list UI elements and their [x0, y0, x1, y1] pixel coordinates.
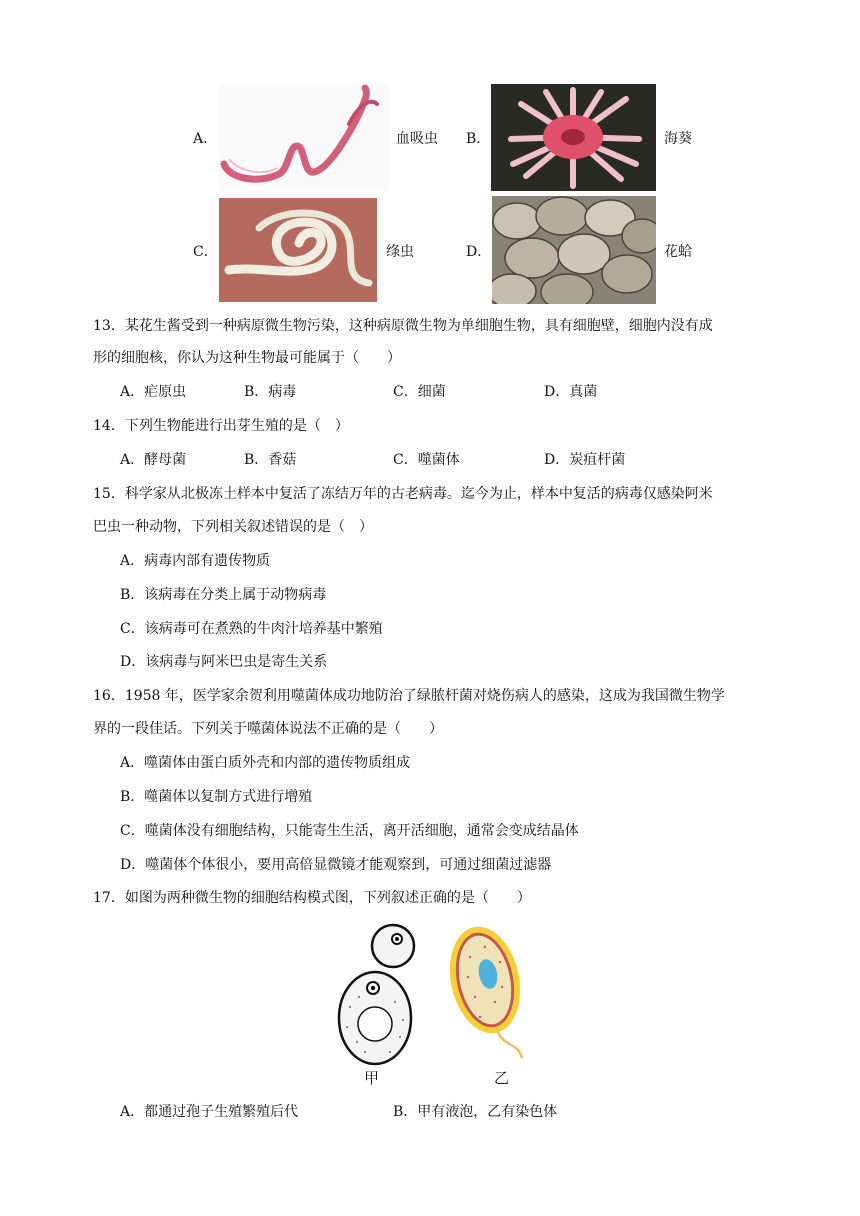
question-16-option-b: B．噬菌体以复制方式进行增殖	[120, 789, 313, 805]
question-15-option-c: C．该病毒可在煮熟的牛肉汁培养基中繁殖	[120, 621, 383, 637]
question-14-option-d: D．炭疽杆菌	[544, 452, 626, 468]
question-13-stem-line1: 13．某花生酱受到一种病原微生物污染，这种病原微生物为单细胞生物，具有细胞壁，细胞内没有成	[93, 318, 713, 334]
question-15-option-b: B．该病毒在分类上属于动物病毒	[120, 587, 327, 603]
question-14-option-c: C．噬菌体	[393, 452, 460, 468]
question-16-stem-line2: 界的一段佳话。下列关于噬菌体说法不正确的是（ ）	[93, 721, 443, 737]
question-13-option-a: A．疟原虫	[120, 384, 187, 400]
question-15-stem-line1: 15．科学家从北极冻土样本中复活了冻结万年的古老病毒。迄今为止，样本中复活的病毒仅感染阿米	[93, 486, 713, 502]
question-13-option-c: C．细菌	[393, 384, 446, 400]
option-a-letter: A．	[193, 131, 218, 147]
option-d-letter: D．	[466, 244, 492, 260]
option-c-letter: C．	[193, 244, 218, 260]
question-16-option-c: C．噬菌体没有细胞结构，只能寄生生活，离开活细胞，通常会变成结晶体	[120, 823, 579, 839]
question-13-stem-line2: 形的细胞核，你认为这种生物最可能属于（ ）	[93, 350, 401, 366]
clam-image	[492, 196, 656, 304]
bacterium-cell-diagram	[440, 922, 530, 1064]
question-15-option-d: D．该病毒与阿米巴虫是寄生关系	[120, 654, 328, 670]
question-13-option-b: B．病毒	[244, 384, 297, 400]
option-a-name: 血吸虫	[396, 131, 438, 147]
option-d-name: 花蛤	[664, 244, 692, 260]
question-16-option-a: A．噬菌体由蛋白质外壳和内部的遗传物质组成	[120, 755, 411, 771]
figure-label-jia: 甲	[364, 1069, 380, 1087]
tapeworm-image	[219, 198, 377, 302]
schistosome-image	[219, 84, 389, 191]
option-b-name: 海葵	[664, 131, 692, 147]
yeast-cell-diagram	[335, 922, 425, 1067]
question-17-option-a: A．都通过孢子生殖繁殖后代	[120, 1104, 299, 1120]
question-14-option-a: A．酵母菌	[120, 452, 187, 468]
option-b-letter: B．	[466, 131, 491, 147]
question-14-stem: 14．下列生物能进行出芽生殖的是（ ）	[93, 418, 349, 434]
question-15-stem-line2: 巴虫一种动物，下列相关叙述错误的是（ ）	[93, 519, 373, 535]
figure-label-yi: 乙	[494, 1069, 510, 1087]
sea-anemone-image	[491, 84, 656, 191]
question-16-option-d: D．噬菌体个体很小，要用高倍显微镜才能观察到，可通过细菌过滤器	[120, 857, 552, 873]
question-14-option-b: B．香菇	[244, 452, 297, 468]
question-17-stem: 17．如图为两种微生物的细胞结构模式图，下列叙述正确的是（ ）	[93, 890, 531, 906]
option-c-name: 绦虫	[386, 244, 414, 260]
question-17-option-b: B．甲有液泡，乙有染色体	[393, 1104, 558, 1120]
question-16-stem-line1: 16．1958 年，医学家余贺利用噬菌体成功地防治了绿脓杆菌对烧伤病人的感染，这成为我国微生物学	[93, 688, 725, 704]
question-13-option-d: D．真菌	[544, 384, 598, 400]
question-15-option-a: A．病毒内部有遗传物质	[120, 553, 271, 569]
